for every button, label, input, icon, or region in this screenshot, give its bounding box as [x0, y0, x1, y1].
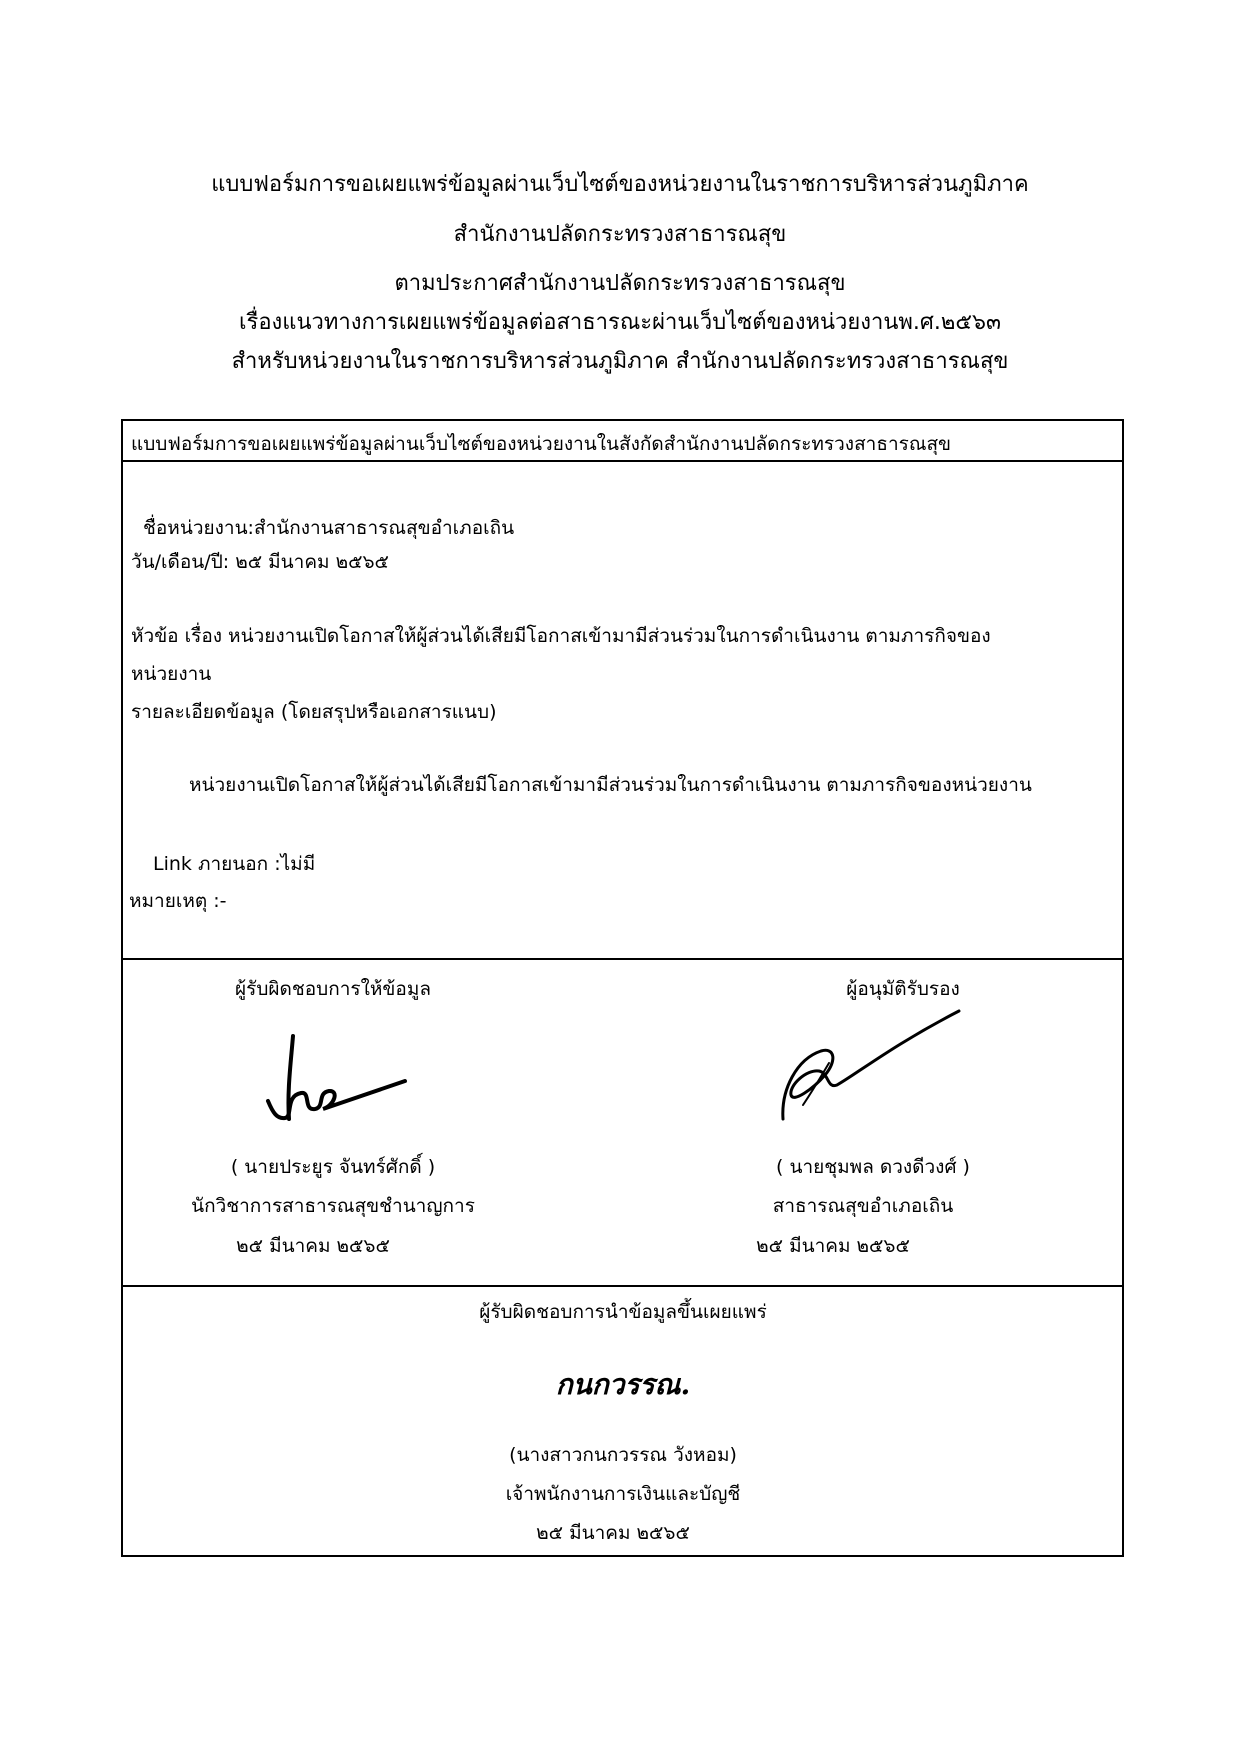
agency-name: ชื่อหน่วยงาน:สำนักงานสาธารณสุขอำเภอเถิน — [143, 517, 515, 539]
divider-title — [123, 460, 1122, 462]
subject-line-1: หัวข้อ เรื่อง หน่วยงานเปิดโอกาสให้ผู้ส่วนได้เสียมีโอกาสเข้ามามีส่วนร่วมในการดำเนินงาน ตามภารกิจของ — [131, 625, 991, 647]
publisher-name: (นางสาวกนกวรรณ วังหอม) — [509, 1444, 737, 1466]
signature-approver — [763, 1009, 963, 1124]
approver-heading: ผู้อนุมัติรับรอง — [846, 978, 960, 1000]
publisher-date: ๒๕ มีนาคม ๒๕๖๕ — [536, 1522, 690, 1544]
header-line-1: แบบฟอร์มการขอเผยแพร่ข้อมูลผ่านเว็บไซต์ของหน่วยงานในราชการบริหารส่วนภูมิภาค — [211, 172, 1029, 197]
approver-date: ๒๕ มีนาคม ๒๕๖๕ — [756, 1235, 910, 1257]
subject-line-2: หน่วยงาน — [131, 663, 212, 685]
form-frame — [121, 419, 1124, 1557]
divider-signatures — [123, 1285, 1122, 1287]
header-line-4: เรื่องแนวทางการเผยแพร่ข้อมูลต่อสาธารณะผ่านเว็บไซต์ของหน่วยงานพ.ศ.๒๕๖๓ — [238, 310, 1002, 335]
divider-content — [123, 958, 1122, 960]
approver-position: สาธารณสุขอำเภอเถิน — [772, 1195, 954, 1217]
publisher-handwriting: กนกวรรณ. — [555, 1368, 691, 1401]
publisher-heading: ผู้รับผิดชอบการนำข้อมูลขึ้นเผยแพร่ — [479, 1301, 767, 1323]
responsible-heading: ผู้รับผิดชอบการให้ข้อมูล — [235, 978, 431, 1000]
detail-text: หน่วยงานเปิดโอกาสให้ผู้ส่วนได้เสียมีโอกาสเข้ามามีส่วนร่วมในการดำเนินงาน ตามภารกิจของหน่วยงาน — [189, 774, 1032, 796]
remark: หมายเหตุ :- — [129, 890, 227, 912]
form-date: วัน/เดือน/ปี: ๒๕ มีนาคม ๒๕๖๕ — [131, 551, 389, 573]
form-title: แบบฟอร์มการขอเผยแพร่ข้อมูลผ่านเว็บไซต์ของหน่วยงานในสังกัดสำนักงานปลัดกระทรวงสาธารณสุข — [131, 433, 952, 455]
responsible-position: นักวิชาการสาธารณสุขชำนาญการ — [191, 1195, 475, 1217]
header-line-5: สำหรับหน่วยงานในราชการบริหารส่วนภูมิภาค สำนักงานปลัดกระทรวงสาธารณสุข — [231, 349, 1009, 374]
responsible-date: ๒๕ มีนาคม ๒๕๖๕ — [236, 1235, 390, 1257]
detail-label: รายละเอียดข้อมูล (โดยสรุปหรือเอกสารแนบ) — [131, 701, 497, 723]
publisher-position: เจ้าพนักงานการเงินและบัญชี — [505, 1483, 741, 1505]
header-line-3: ตามประกาศสำนักงานปลัดกระทรวงสาธารณสุข — [394, 271, 846, 296]
approver-name: ( นายชุมพล ดวงดีวงศ์ ) — [776, 1156, 970, 1178]
responsible-name: ( นายประยูร จันทร์ศักดิ์ ) — [230, 1156, 436, 1178]
external-link: Link ภายนอก :ไม่มี — [153, 853, 316, 875]
signature-responsible — [263, 1031, 413, 1126]
header-line-2: สำนักงานปลัดกระทรวงสาธารณสุข — [453, 222, 787, 247]
